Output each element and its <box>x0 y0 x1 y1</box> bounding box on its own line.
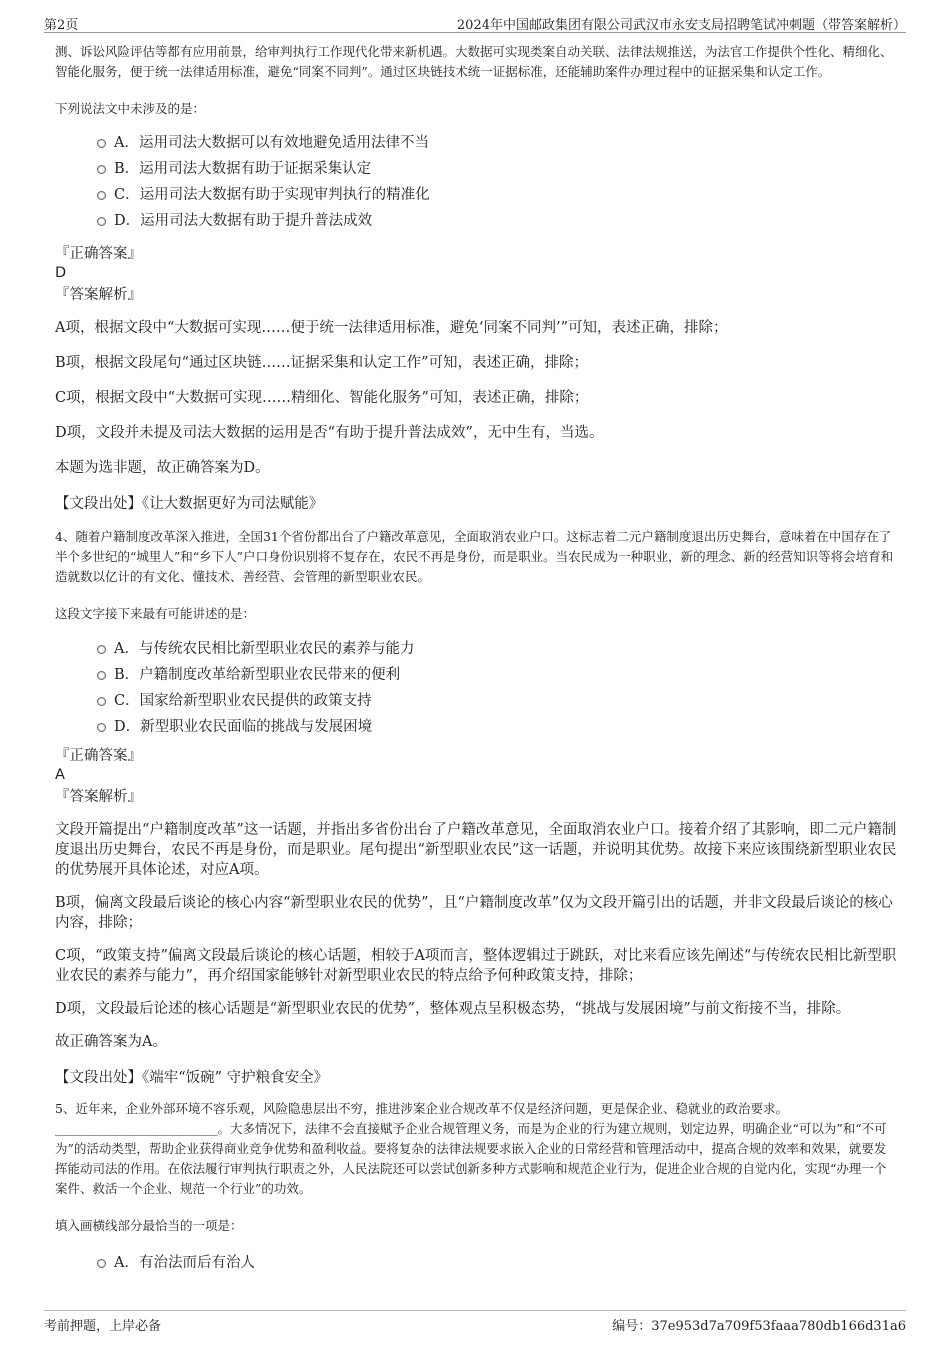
footer-slogan: 考前押题，上岸必备 <box>44 1319 162 1334</box>
q4-answer: A <box>55 767 65 783</box>
q5-blank: __________________________ <box>55 1121 218 1136</box>
q5-passage-start: 5、近年来，企业外部环境不容乐观，风险隐患层出不穷，推进涉案企业合规改革不仅是经济问题，更是保企业、稳就业的政治要求。 <box>55 1101 788 1116</box>
q4-question: 这段文字接下来最有可能讲述的是： <box>55 606 256 621</box>
q4-options <box>55 636 897 740</box>
q4-analysis-conclusion: 故正确答案为A。 <box>55 1034 167 1050</box>
q4-source: 【文段出处】《端牢“饭碗” 守护粮食安全》 <box>55 1070 329 1086</box>
q4-option-b[interactable]: B．户籍制度改革给新型职业农民带来的便利 <box>55 662 897 688</box>
code-label: 编号： <box>612 1319 652 1334</box>
q5-question: 填入画横线部分最恰当的一项是： <box>55 1218 243 1233</box>
q3-analysis-label: 『答案解析』 <box>55 287 142 303</box>
q3-answer-label: 『正确答案』 <box>55 246 142 262</box>
radio-button[interactable] <box>97 671 106 680</box>
q3-analysis-conclusion: 本题为选非题，故正确答案为D。 <box>55 460 270 476</box>
q4-analysis-d: D项，文段最后论述的核心话题是“新型职业农民的优势”，整体观点呈积极态势，“挑战与发展困境”与前文衔接不当，排除。 <box>55 1001 851 1017</box>
radio-button[interactable] <box>97 217 106 226</box>
q3-question: 下列说法文中未涉及的是： <box>55 101 206 116</box>
q5-options <box>55 1250 897 1276</box>
q5-option-a[interactable]: A．有治法而后有治人 <box>55 1250 897 1276</box>
page-header <box>44 10 906 33</box>
q4-analysis-main: 文段开篇提出“户籍制度改革”这一话题，并指出多省份出台了户籍改革意见，全面取消农业户口。接着介绍了其影响，即二元户籍制度退出历史舞台，农民不再是身份，而是职业。尾句提出“新型职业农民”这一话题，并说明其优势。故接下来应该围绕新型职业农民的优势展开具体论述，对应A项。 <box>55 822 897 878</box>
radio-button[interactable] <box>97 645 106 654</box>
document-code <box>612 1315 906 1334</box>
document-title: 2024年中国邮政集团有限公司武汉市永安支局招聘笔试冲刺题（带答案解析） <box>456 18 906 33</box>
q3-passage-tail: 测、诉讼风险评估等都有应用前景，给审判执行工作现代化带来新机遇。大数据可实现类案自动关联、法律法规推送，为法官工作提供个性化、精细化、智能化服务，便于统一法律适用标准，避免“同案不同判”。通过区块链技术统一证据标准，还能辅助案件办理过程中的证据采集和认定工作。 <box>55 44 893 79</box>
radio-button[interactable] <box>97 165 106 174</box>
radio-button[interactable] <box>97 723 106 732</box>
q3-analysis-a: A项，根据文段中“大数据可实现……便于统一法律适用标准，避免‘同案不同判’”可知，表述正确，排除； <box>55 320 728 336</box>
q5-passage <box>55 1099 897 1199</box>
q4-analysis-label: 『答案解析』 <box>55 789 142 805</box>
q3-option-b[interactable]: B．运用司法大数据有助于证据采集认定 <box>55 156 897 182</box>
q5-passage-rest: 。大多情况下，法律不会直接赋予企业合规管理义务，而是为企业的行为建立规则，划定边界，明确企业“可以为”和“不可为”的活动类型，帮助企业获得商业竞争优势和盈利收益。要将复杂的法律法规要求嵌入企业的日常经营和管理活动中，提高合规的效率和效果，就要发挥能动司法的作用。在依法履行审判执行职责之外，人民法院还可以尝试创新多种方式影响和规范企业行为，促进企业合规的自觉内化，实现“办理一个案件、救活一个企业、规范一个行业”的功效。 <box>55 1121 887 1196</box>
document-body <box>55 42 897 1276</box>
q3-source: 【文段出处】《让大数据更好为司法赋能》 <box>55 496 324 512</box>
q4-analysis-c: C项，“政策支持”偏离文段最后谈论的核心话题，相较于A项而言，整体逻辑过于跳跃，对比来看应该先阐述“与传统农民相比新型职业农民的素养与能力”，再介绍国家能够针对新型职业农民的特点给予何种政策支持，排除； <box>55 948 897 984</box>
page-footer <box>44 1310 906 1335</box>
radio-button[interactable] <box>97 1259 106 1268</box>
page-number: 第2页 <box>44 18 79 33</box>
q3-analysis-d: D项，文段并未提及司法大数据的运用是否“有助于提升普法成效”，无中生有，当选。 <box>55 425 604 441</box>
q4-passage: 4、随着户籍制度改革深入推进，全国31个省份都出台了户籍改革意见，全面取消农业户口。这标志着二元户籍制度退出历史舞台，意味着在中国存在了半个多世纪的“城里人”和“乡下人”户口身份识别将不复存在，农民不再是身份，而是职业。当农民成为一种职业，新的理念、新的经营知识等将会培育和造就数以亿计的有文化、懂技术、善经营、会管理的新型职业农民。 <box>55 529 894 584</box>
q3-option-d[interactable]: D．运用司法大数据有助于提升普法成效 <box>55 208 897 234</box>
q3-analysis-b: B项，根据文段尾句“通过区块链……证据采集和认定工作”可知，表述正确，排除； <box>55 355 588 371</box>
q3-option-a[interactable]: A．运用司法大数据可以有效地避免适用法律不当 <box>55 130 897 156</box>
q4-option-c[interactable]: C．国家给新型职业农民提供的政策支持 <box>55 688 897 714</box>
q4-option-a[interactable]: A．与传统农民相比新型职业农民的素养与能力 <box>55 636 897 662</box>
q3-analysis-c: C项，根据文段中“大数据可实现……精细化、智能化服务”可知，表述正确，排除； <box>55 390 589 406</box>
code-value: 37e953d7a709f53faaa780db166d31a6 <box>651 1319 906 1334</box>
q3-answer: D <box>55 265 67 281</box>
q4-answer-label: 『正确答案』 <box>55 748 142 764</box>
q4-option-d[interactable]: D．新型职业农民面临的挑战与发展困境 <box>55 714 897 740</box>
q4-analysis-b: B项，偏离文段最后谈论的核心内容“新型职业农民的优势”，且“户籍制度改革”仅为文段开篇引出的话题，并非文段最后谈论的核心内容，排除； <box>55 895 893 931</box>
q3-option-c[interactable]: C．运用司法大数据有助于实现审判执行的精准化 <box>55 182 897 208</box>
radio-button[interactable] <box>97 139 106 148</box>
radio-button[interactable] <box>97 191 106 200</box>
radio-button[interactable] <box>97 697 106 706</box>
q3-options <box>55 130 897 234</box>
